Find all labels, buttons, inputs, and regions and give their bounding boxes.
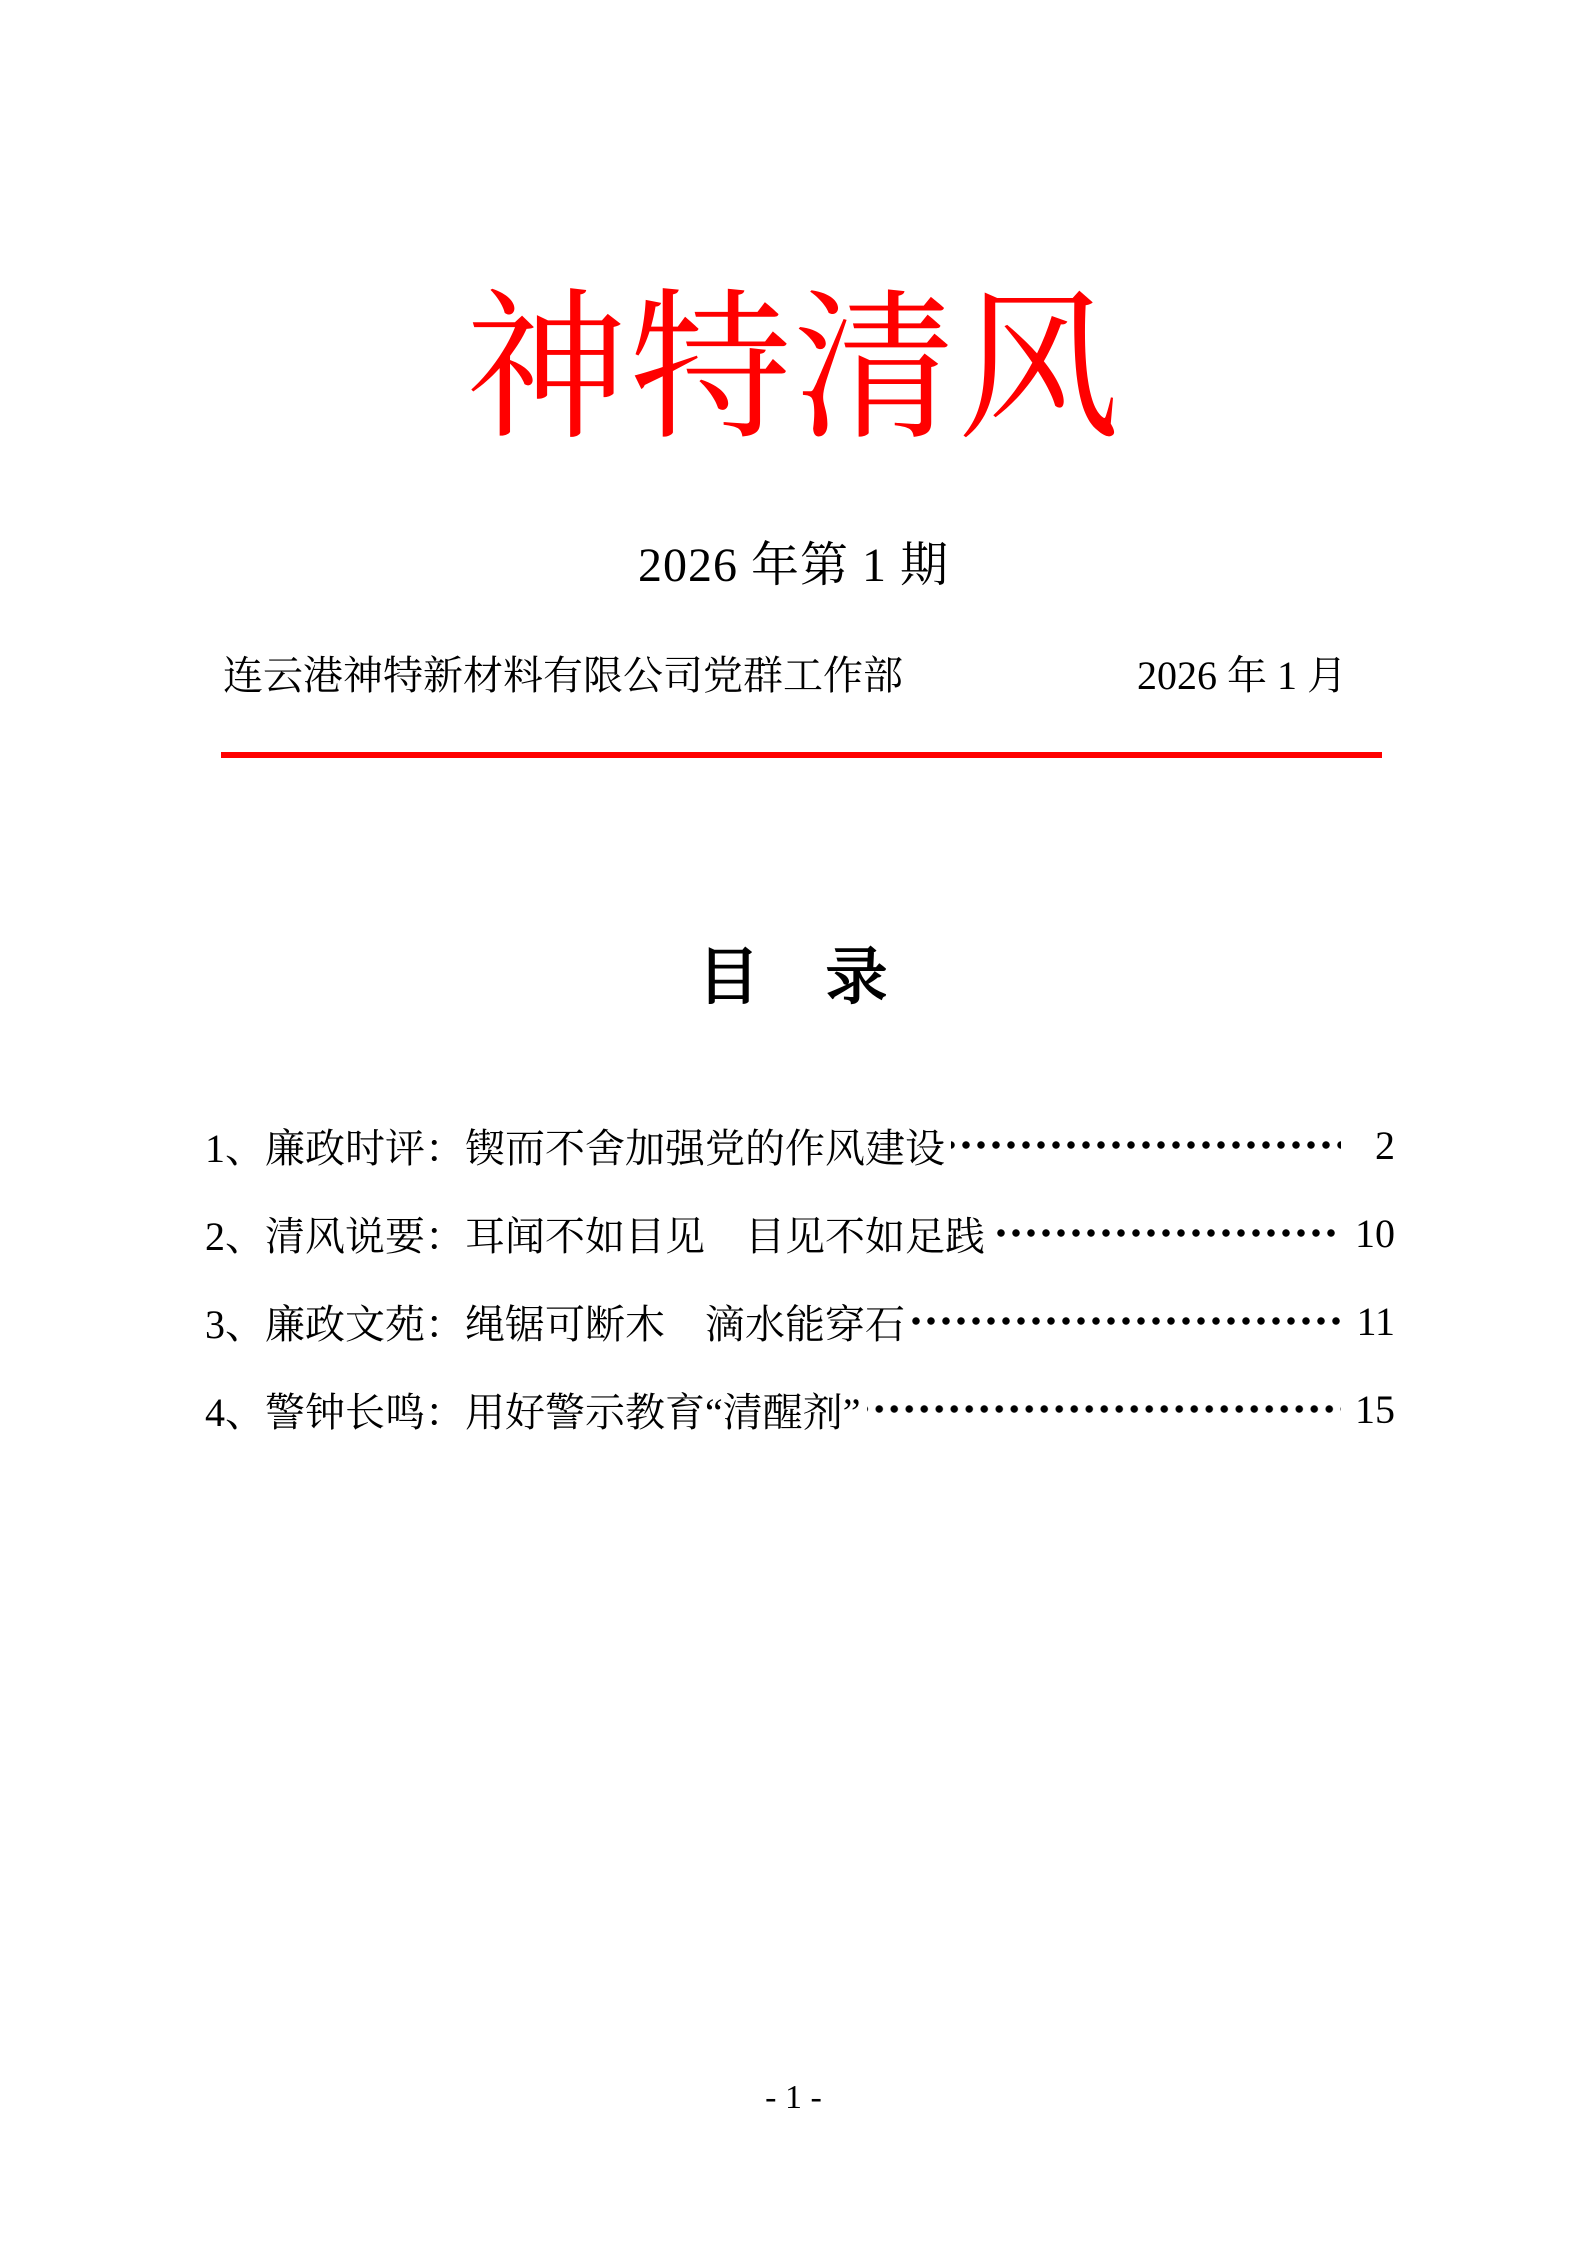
toc-page-number: 15 bbox=[1355, 1386, 1395, 1432]
issue-line: 2026 年第 1 期 bbox=[637, 539, 949, 592]
toc-item bbox=[205, 1101, 1395, 1189]
toc-item-label: 1、廉政时评：锲而不舍加强党的作风建设 bbox=[205, 1125, 945, 1171]
toc-item bbox=[205, 1189, 1395, 1277]
toc-heading: 目 录 bbox=[697, 944, 890, 1012]
page-number-footer: - 1 - bbox=[765, 2079, 822, 2116]
toc-leader-dots bbox=[991, 1228, 1341, 1238]
toc-leader-dots bbox=[951, 1140, 1341, 1150]
toc-item-label: 2、清风说要：耳闻不如目见 目见不如足践 bbox=[205, 1213, 985, 1259]
toc-leader-dots bbox=[867, 1404, 1341, 1414]
red-divider bbox=[221, 752, 1382, 758]
toc-page-number: 2 bbox=[1375, 1122, 1395, 1168]
toc-item bbox=[205, 1277, 1395, 1365]
publisher-row bbox=[223, 653, 1347, 699]
toc-item-label: 4、警钟长鸣：用好警示教育“清醒剂” bbox=[205, 1389, 861, 1435]
toc-page-number: 11 bbox=[1356, 1298, 1395, 1344]
toc-item bbox=[205, 1365, 1395, 1453]
publisher-name: 连云港神特新材料有限公司党群工作部 bbox=[223, 653, 903, 698]
publication-date: 2026 年 1 月 bbox=[1137, 653, 1347, 698]
toc-item-label: 3、廉政文苑：绳锯可断木 滴水能穿石 bbox=[205, 1301, 905, 1347]
toc-list bbox=[205, 1101, 1395, 1453]
newsletter-title: 神特清风 bbox=[465, 281, 1122, 460]
toc-page-number: 10 bbox=[1355, 1210, 1395, 1256]
toc-leader-dots bbox=[911, 1316, 1341, 1326]
